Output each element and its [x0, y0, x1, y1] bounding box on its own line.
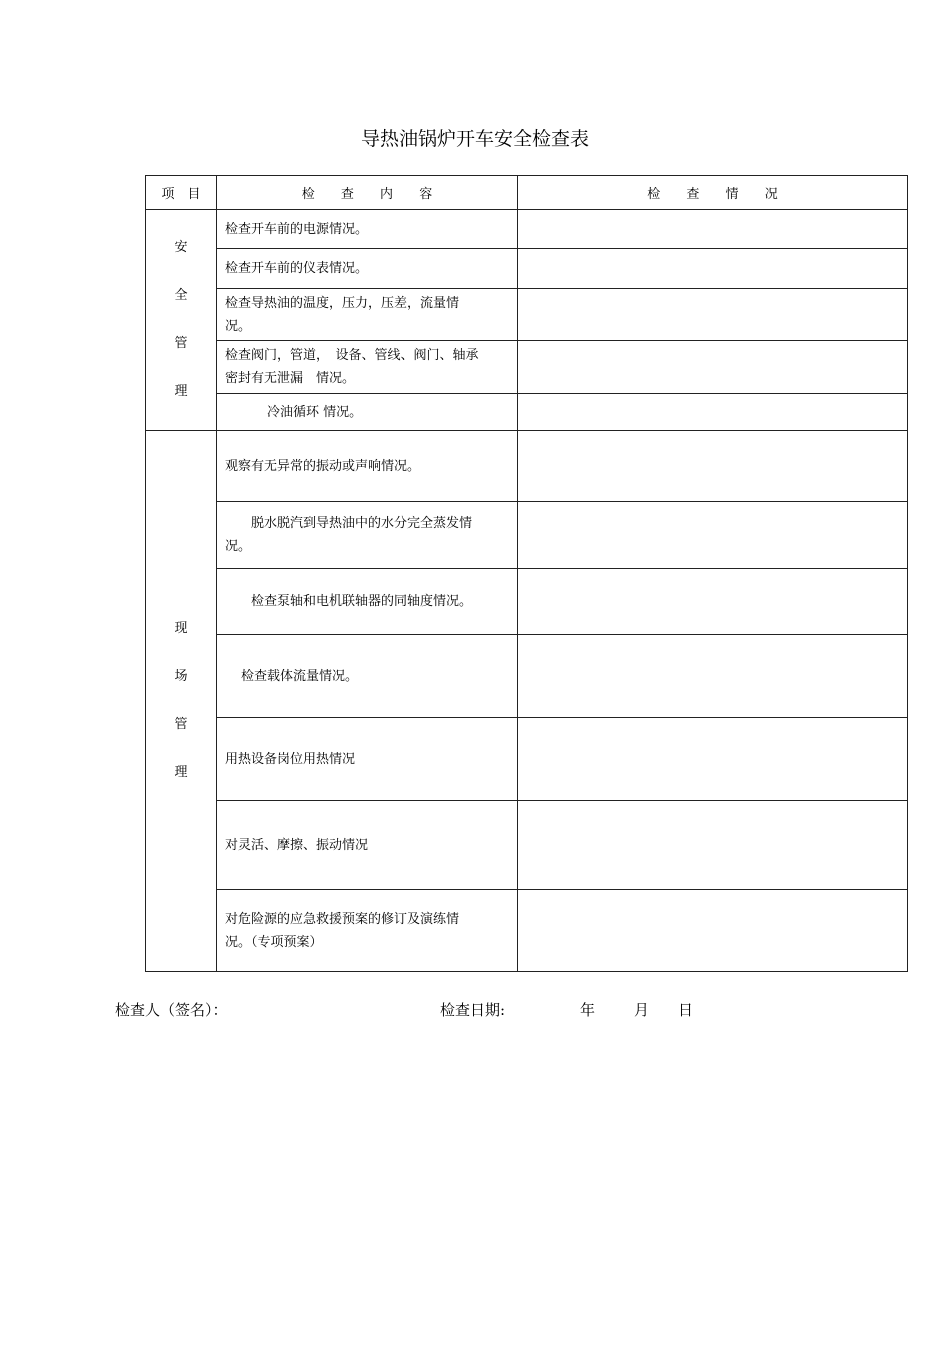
check-item: 检查阀门，管道， 设备、管线、阀门、轴承密封有无泄漏 情况。: [217, 341, 518, 394]
table-row: [146, 801, 908, 890]
check-item: 检查开车前的电源情况。: [217, 210, 518, 249]
table-row: [146, 718, 908, 801]
table-row: [146, 502, 908, 569]
table-row: [146, 431, 908, 502]
check-item: 观察有无异常的振动或声响情况。: [217, 431, 518, 502]
check-status-cell[interactable]: [518, 394, 908, 431]
table-row: [146, 289, 908, 341]
check-item: 检查导热油的温度，压力，压差，流量情况。: [217, 289, 518, 341]
date-month-label: 月: [634, 1001, 650, 1019]
check-item: 用热设备岗位用热情况: [217, 718, 518, 801]
table-row: [146, 341, 908, 394]
check-item: 对灵活、摩擦、振动情况: [217, 801, 518, 890]
inspector-signature-label: 检查人（签名）：: [115, 1001, 228, 1019]
page-title: 导热油锅炉开车安全检查表: [360, 128, 589, 150]
table-row: [146, 890, 908, 972]
table-row: [146, 635, 908, 718]
check-status-cell[interactable]: [518, 801, 908, 890]
check-item: 冷油循环 情况。: [217, 394, 518, 431]
date-day-label: 日: [678, 1001, 694, 1019]
category-site-management: 现 场 管 理: [146, 431, 217, 972]
check-item: 脱水脱汽到导热油中的水分完全蒸发情况。: [217, 502, 518, 569]
date-year-label: 年: [580, 1001, 596, 1019]
table-row: [146, 249, 908, 289]
table-row: [146, 394, 908, 431]
check-status-cell[interactable]: [518, 635, 908, 718]
header-status: 检 查 情 况: [518, 176, 908, 210]
header-content: 检 查 内 容: [217, 176, 518, 210]
check-status-cell[interactable]: [518, 431, 908, 502]
header-item: 项 目: [146, 176, 217, 210]
check-status-cell[interactable]: [518, 890, 908, 972]
inspection-table: [145, 175, 908, 972]
check-status-cell[interactable]: [518, 341, 908, 394]
check-status-cell[interactable]: [518, 718, 908, 801]
table-header-row: [146, 176, 908, 210]
table-row: [146, 210, 908, 249]
check-status-cell[interactable]: [518, 569, 908, 635]
table-row: [146, 569, 908, 635]
inspection-date-label: 检查日期:: [440, 1001, 506, 1019]
check-status-cell[interactable]: [518, 210, 908, 249]
check-status-cell[interactable]: [518, 289, 908, 341]
check-item: 检查载体流量情况。: [217, 635, 518, 718]
check-item: 对危险源的应急救援预案的修订及演练情况。（专项预案）: [217, 890, 518, 972]
category-safety-management: 安 全 管 理: [146, 210, 217, 431]
check-item: 检查开车前的仪表情况。: [217, 249, 518, 289]
check-status-cell[interactable]: [518, 502, 908, 569]
check-status-cell[interactable]: [518, 249, 908, 289]
check-item: 检查泵轴和电机联轴器的同轴度情况。: [217, 569, 518, 635]
